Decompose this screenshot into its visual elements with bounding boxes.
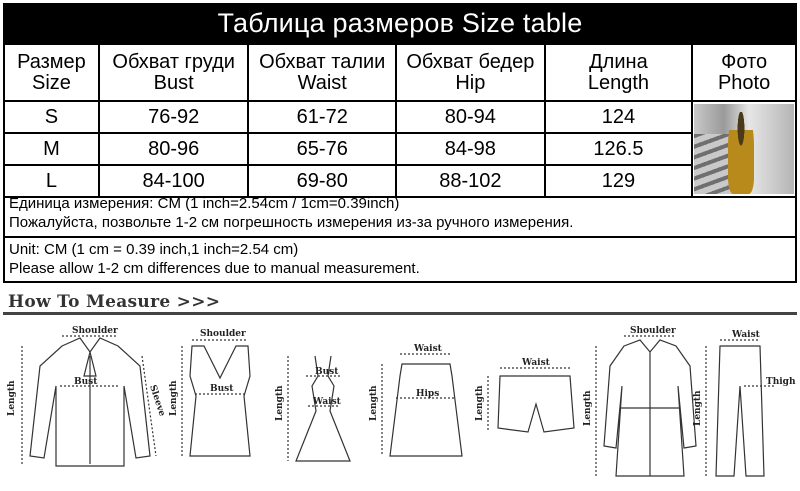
table-row (4, 101, 796, 133)
cell-hip: 80-94 (396, 101, 545, 133)
cell-hip: 84-98 (396, 133, 545, 165)
shorts-sketch (475, 358, 574, 432)
table-row (4, 133, 796, 165)
label-length: Length (693, 390, 703, 426)
label-length: Length (583, 390, 593, 426)
product-photo (694, 104, 794, 194)
cell-length: 129 (545, 165, 693, 197)
cell-waist: 69-80 (248, 165, 396, 197)
strap-dress-sketch (275, 356, 350, 461)
label-waist: Waist (414, 344, 442, 354)
unit-note-en: Unit: CM (1 cm = 0.39 inch,1 inch=2.54 cm) (9, 241, 299, 258)
label-length: Length (169, 380, 179, 416)
coat-dress-sketch (583, 326, 696, 476)
label-length: Length (475, 385, 485, 421)
cell-size: S (4, 101, 99, 133)
trousers-sketch (693, 330, 796, 476)
header-hip: Обхват бедер Hip (396, 44, 545, 101)
label-waist: Waist (313, 397, 341, 407)
divider (3, 312, 797, 315)
header-size: Размер Size (4, 44, 99, 101)
cell-length: 126.5 (545, 133, 693, 165)
label-waist: Waist (522, 358, 550, 368)
cell-size: M (4, 133, 99, 165)
label-shoulder: Shoulder (200, 329, 246, 339)
how-to-measure-title: How To Measure >>> (8, 292, 221, 312)
unit-note-ru: Единица измерения: CM (1 inch=2.54cm / 1cm=0.39inch) (9, 195, 400, 212)
skirt-sketch (369, 344, 462, 456)
label-length: Length (369, 385, 379, 421)
label-shoulder: Shoulder (72, 326, 118, 336)
how-to-measure-header (3, 290, 797, 314)
size-table-title: Таблица размеров Size table (3, 3, 797, 43)
header-waist: Обхват талии Waist (248, 44, 396, 101)
label-bust: Bust (74, 377, 98, 387)
label-thigh: Thigh (766, 377, 796, 387)
cell-size: L (4, 165, 99, 197)
label-length: Length (275, 385, 285, 421)
table-header-row (4, 44, 796, 101)
header-bust: Обхват груди Bust (99, 44, 249, 101)
tolerance-note-en: Please allow 1-2 cm differences due to manual measurement. (9, 260, 420, 277)
cell-bust: 80-96 (99, 133, 249, 165)
cell-hip: 88-102 (396, 165, 545, 197)
label-hips: Hips (416, 389, 440, 399)
blouse-sketch (7, 326, 167, 466)
cell-waist: 61-72 (248, 101, 396, 133)
cell-bust: 76-92 (99, 101, 249, 133)
cell-waist: 65-76 (248, 133, 396, 165)
product-photo-cell (692, 101, 796, 197)
cell-length: 124 (545, 101, 693, 133)
notes-english (3, 238, 797, 283)
header-length: Длина Length (545, 44, 693, 101)
header-photo: Фото Photo (692, 44, 796, 101)
label-sleeve: Sleeve (147, 383, 167, 418)
tolerance-note-ru: Пожалуйста, позвольте 1-2 см погрешность измерения из-за ручного измерения. (9, 214, 574, 231)
label-bust: Bust (210, 384, 234, 394)
label-bust: Bust (315, 367, 339, 377)
size-table (3, 43, 797, 198)
notes-russian (3, 192, 797, 238)
label-waist: Waist (732, 330, 760, 340)
model-figure (728, 112, 754, 194)
label-length: Length (7, 380, 17, 416)
measurement-diagrams (0, 316, 800, 491)
vest-sketch (169, 329, 250, 456)
label-shoulder: Shoulder (630, 326, 676, 336)
cell-bust: 84-100 (99, 165, 249, 197)
